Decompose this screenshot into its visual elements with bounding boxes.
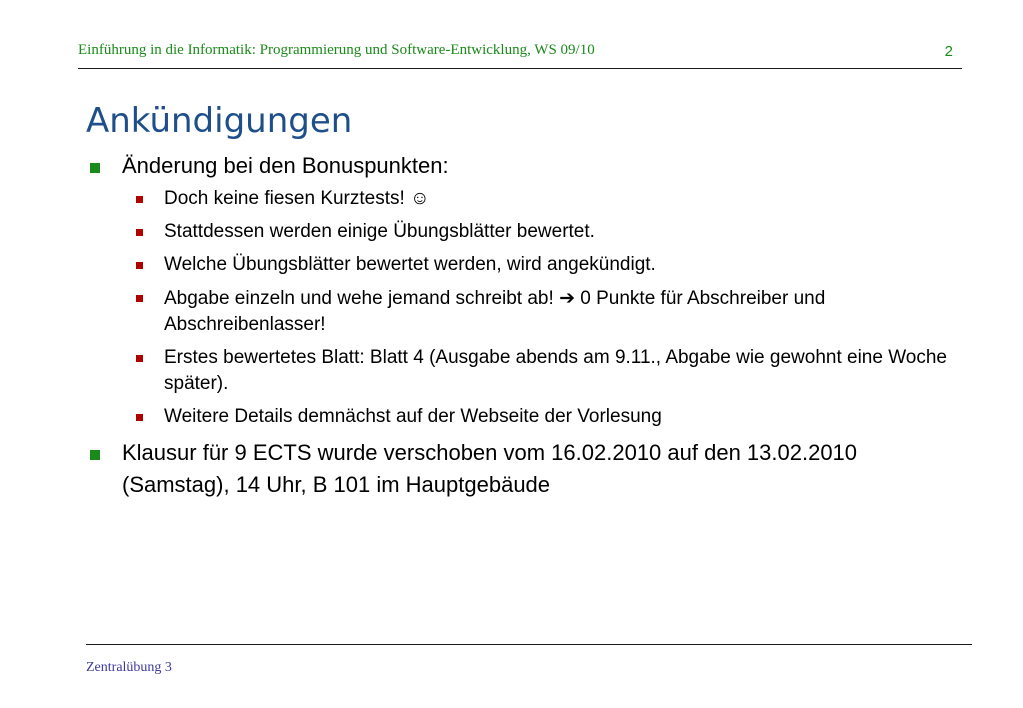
bullet-item-bonus <box>86 150 966 430</box>
sub-bullet-item <box>122 285 966 338</box>
sub-bullet-list <box>122 186 966 430</box>
square-bullet-icon <box>136 229 143 236</box>
square-bullet-icon <box>136 196 143 203</box>
square-bullet-icon <box>90 163 100 173</box>
square-bullet-icon <box>90 450 100 460</box>
sub-bullet-item <box>122 404 966 430</box>
sub-bullet-text: Stattdessen werden einige Übungsblätter bewertet. <box>164 221 595 242</box>
bullet-list <box>86 150 966 501</box>
bullet-text: Klausur für 9 ECTS wurde verschoben vom 16.02.2010 auf den 13.02.2010 (Samstag), 14 Uhr, B 101 im Hauptgebäude <box>122 440 858 497</box>
bullet-item-exam <box>86 437 966 501</box>
header-divider <box>78 68 962 69</box>
sub-bullet-text: Doch keine fiesen Kurztests! ☺ <box>164 188 430 209</box>
sub-bullet-item <box>122 252 966 278</box>
square-bullet-icon <box>136 262 143 269</box>
square-bullet-icon <box>136 295 143 302</box>
sub-bullet-text-continued: 0 Punkte für Abschreiber und Abschreibenlasser! <box>164 288 826 335</box>
slide-title: Ankündigungen <box>86 100 353 141</box>
bullet-text: Änderung bei den Bonuspunkten: <box>122 153 449 178</box>
footer-label: Zentralübung 3 <box>86 660 172 675</box>
header-course-title: Einführung in die Informatik: Programmierung und Software-Entwicklung, WS 09/10 <box>78 42 595 58</box>
sub-bullet-item <box>122 186 966 212</box>
square-bullet-icon <box>136 355 143 362</box>
sub-bullet-item <box>122 345 966 397</box>
sub-bullet-text: Welche Übungsblätter bewertet werden, wird angekündigt. <box>164 254 656 275</box>
sub-bullet-text: Abgabe einzeln und wehe jemand schreibt ab! <box>164 288 554 309</box>
sub-bullet-item <box>122 219 966 245</box>
sub-bullet-text: Weitere Details demnächst auf der Webseite der Vorlesung <box>164 406 662 427</box>
page-number: 2 <box>944 43 953 60</box>
footer-divider <box>86 644 972 645</box>
square-bullet-icon <box>136 414 143 421</box>
arrow-right-icon: ➔ <box>559 287 575 309</box>
sub-bullet-text: Erstes bewertetes Blatt: Blatt 4 (Ausgabe abends am 9.11., Abgabe wie gewohnt eine Woche später). <box>164 347 947 394</box>
